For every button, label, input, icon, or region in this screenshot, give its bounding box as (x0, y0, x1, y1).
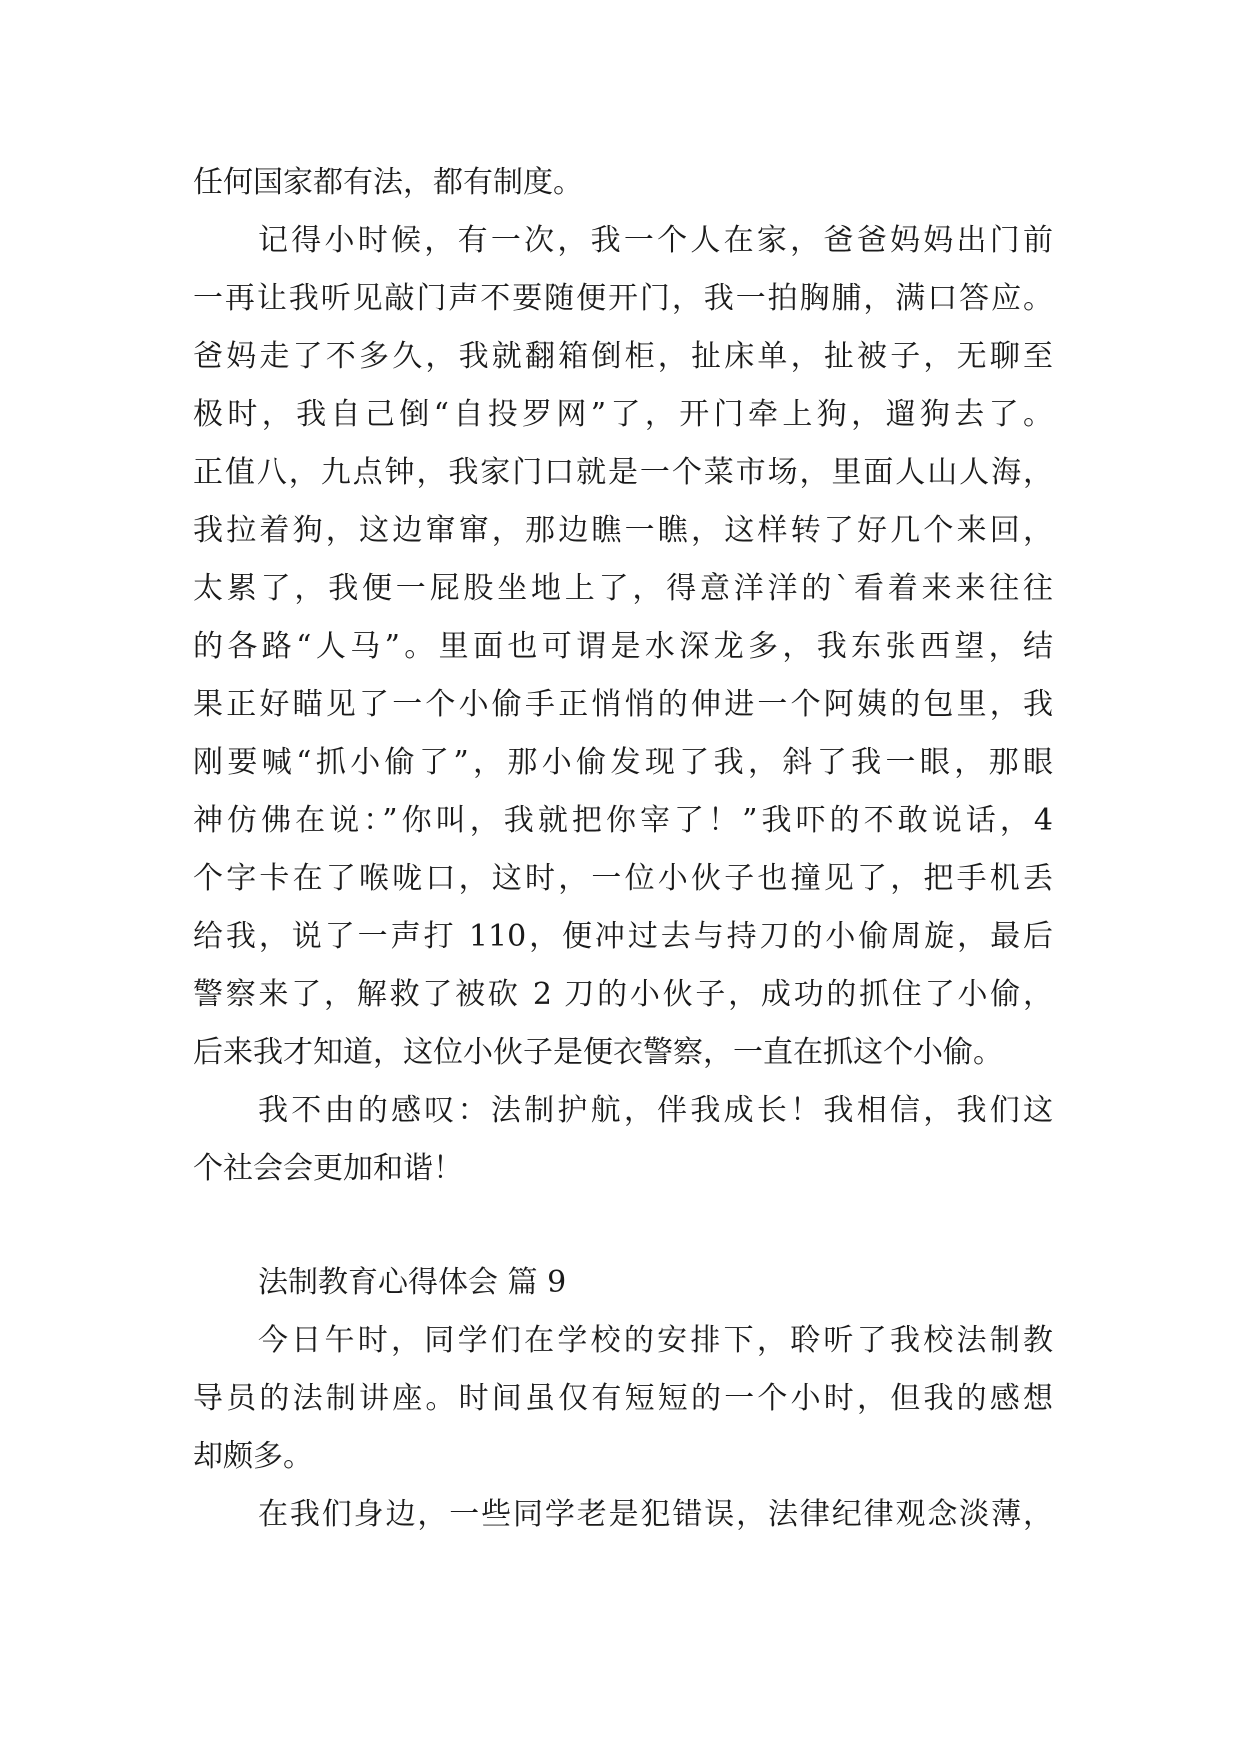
paragraph-line: 后来我才知道，这位小伙子是便衣警察，一直在抓这个小偷。 (193, 1035, 1003, 1070)
paragraph-line: 记得小时候，有一次，我一个人在家，爸爸妈妈出门前 (258, 223, 1053, 258)
paragraph-line: 神仿佛在说：”你叫，我就把你宰了！”我吓的不敢说话，4 (193, 803, 1053, 838)
paragraph-line: 太累了，我便一屁股坐地上了，得意洋洋的`看着来来往往 (193, 571, 1053, 606)
paragraph-line: 任何国家都有法，都有制度。 (193, 165, 583, 200)
paragraph-line: 今日午时，同学们在学校的安排下，聆听了我校法制教 (258, 1323, 1053, 1358)
paragraph-line: 极时，我自己倒“自投罗网”了，开门牵上狗，遛狗去了。 (193, 397, 1053, 432)
paragraph-line: 个字卡在了喉咙口，这时，一位小伙子也撞见了，把手机丢 (193, 861, 1053, 896)
paragraph-line: 我拉着狗，这边窜窜，那边瞧一瞧，这样转了好几个来回， (193, 513, 1053, 548)
paragraph-line: 爸妈走了不多久，我就翻箱倒柜，扯床单，扯被子，无聊至 (193, 339, 1053, 374)
paragraph-line: 一再让我听见敲门声不要随便开门，我一拍胸脯，满口答应。 (193, 281, 1053, 316)
paragraph-line: 警察来了，解救了被砍 2 刀的小伙子，成功的抓住了小偷， (193, 977, 1053, 1012)
paragraph-line: 刚要喊“抓小偷了”，那小偷发现了我，斜了我一眼，那眼 (193, 745, 1053, 780)
paragraph-line: 在我们身边，一些同学老是犯错误，法律纪律观念淡薄， (258, 1497, 1053, 1532)
paragraph-line: 导员的法制讲座。时间虽仅有短短的一个小时，但我的感想 (193, 1381, 1053, 1416)
paragraph-line: 果正好瞄见了一个小偷手正悄悄的伸进一个阿姨的包里，我 (193, 687, 1053, 722)
paragraph-line: 我不由的感叹：法制护航，伴我成长！我相信，我们这 (258, 1093, 1053, 1128)
paragraph-line: 个社会会更加和谐！ (193, 1151, 463, 1186)
paragraph-line: 给我，说了一声打 110，便冲过去与持刀的小偷周旋，最后 (193, 919, 1053, 954)
paragraph-line: 却颇多。 (193, 1439, 313, 1474)
paragraph-line: 的各路“人马”。里面也可谓是水深龙多，我东张西望，结 (193, 629, 1053, 664)
paragraph-line: 正值八，九点钟，我家门口就是一个菜市场，里面人山人海， (193, 455, 1053, 490)
section-heading: 法制教育心得体会 篇 9 (258, 1265, 567, 1300)
